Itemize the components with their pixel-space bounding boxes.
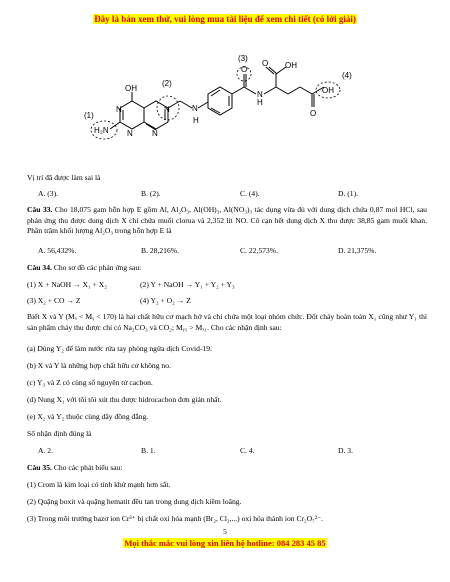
q33-option-c: C. 22,573%. xyxy=(240,246,278,255)
q34-statement-a: (a) Dùng Y₂ để làm nước rửa tay phòng ngừa dịch Covid-19. xyxy=(27,344,212,353)
q34-reaction-4: (4) Y₂ + O₂ → Z xyxy=(140,296,191,305)
q34-header xyxy=(27,263,141,273)
svg-text:N: N xyxy=(257,90,263,99)
atom-amide-h: H xyxy=(257,98,263,107)
q35-statement-3: (3) Trong môi trường bazơ ion Cr³⁺ bị chất oxi hóa mạnh (Br₂, Cl₂,...) oxi hóa thành ion Cr₂O₇²⁻. xyxy=(27,514,323,523)
q33-number: Câu 33. xyxy=(27,205,53,214)
label-3: (3) xyxy=(238,54,248,63)
page-number: 5 xyxy=(223,527,227,536)
q33-text xyxy=(27,205,427,237)
label-4: (4) xyxy=(342,71,352,80)
atom-nh2: H₂N xyxy=(94,126,109,135)
preview-banner xyxy=(0,14,450,24)
q34-statement-b: (b) X và Y là những hợp chất hữu cơ không no. xyxy=(27,361,171,370)
q35-statement-1: (1) Crom là kim loại có tính khử mạnh hơn sắt. xyxy=(27,480,171,489)
q34-option-d: D. 3. xyxy=(338,446,353,455)
q35-stem: Cho các phát biểu sau: xyxy=(53,463,123,472)
hotline-footer xyxy=(0,538,450,548)
q32-option-a: A. (3). xyxy=(38,189,59,198)
q34-reaction-3: (3) X₂ + CO → Z xyxy=(27,296,81,305)
q33-option-a: A. 56,432%. xyxy=(38,246,77,255)
atom-amide-o: O xyxy=(241,65,248,74)
q34-text xyxy=(27,312,427,333)
q34-option-b: B. 1. xyxy=(141,446,156,455)
atom-cooh-oh: OH xyxy=(285,61,297,70)
q32-option-c: C. (4). xyxy=(240,189,260,198)
atom-cooh-o: O xyxy=(262,59,269,68)
atom-nh-n: N xyxy=(192,104,198,113)
q34-body: Biết X và Y (Mₓ < Mᵧ < 170) là hai chất hữu cơ mạch hở và chỉ chứa một loại nhóm chức. Đốt cháy hoàn toàn X₁ cũng như Y₁ thì sản phẩm cháy thu được chỉ có Na₂CO₃ và CO₂; xyxy=(27,312,427,332)
q34-option-c: C. 4. xyxy=(240,446,255,455)
q33-option-b: B. 28,216%. xyxy=(141,246,179,255)
q34-relation: Mᵧ₁ > Mₓ₁ xyxy=(175,322,208,332)
atom-side-o: O xyxy=(310,109,317,118)
q32-option-d: D. (1). xyxy=(338,189,359,198)
q34-statement-d: (d) Nung X₁ với tôi tôi xút thu được hidrocacbon đơn giản nhất. xyxy=(27,395,222,404)
q35-number: Câu 35. xyxy=(27,463,52,472)
atom-side-oh: OH xyxy=(322,86,334,95)
q33-body: Cho 18,075 gam hỗn hợp E gồm Al, Al₂O₃, Al(OH)₃, Al(NO₃)₃ tác dụng vừa đủ với dung dịch chứa 0,87 mol HCl, sau phản ứng thu được dung dịch X chỉ chứa muối clorua và 2,352 lít NO. Cô cạn hết dung dịch X thu được 38,85 gam muối khan. Phần trăm khối lượng Al₂O₃ trong hỗn hợp E là xyxy=(27,205,427,235)
label-1: (1) xyxy=(84,111,94,120)
q34-statement-e: (e) X₂ và Y₂ thuộc cùng dãy đồng đẳng. xyxy=(27,412,149,421)
atom-n2: N xyxy=(164,105,170,114)
atom-n4: N xyxy=(152,129,158,138)
atom-nh-h: H xyxy=(193,116,199,125)
atom-n1: N xyxy=(116,105,122,114)
hotline-footer-text: Mọi thắc mắc vui lòng xin liên hệ hotline: 084 283 45 85 xyxy=(124,538,326,548)
preview-banner-text: Đây là bản xem thử, vui lòng mua tài liệu để xem chi tiết (có lời giải) xyxy=(94,14,356,24)
q33-option-d: D. 21,375%. xyxy=(338,246,377,255)
q34-number: Câu 34. xyxy=(27,263,52,272)
atom-oh-top: OH xyxy=(125,84,137,93)
q35-statement-2: (2) Quặng boxit và quặng hematit đều tan trong dung dịch kiềm loãng. xyxy=(27,497,242,506)
atom-n3: N xyxy=(127,129,133,138)
q34-option-a: A. 2. xyxy=(38,446,53,455)
q34-reaction-1: (1) X + NaOH → X₁ + X₂ xyxy=(27,280,107,289)
q32-stem: Vị trí đã được làm sai là xyxy=(27,173,101,182)
q35-header xyxy=(27,463,123,473)
q34-reaction-2: (2) Y + NaOH → Y₁ + Y₂ + Y₃ xyxy=(140,280,235,289)
q34-question: Số nhận định đúng là xyxy=(27,429,92,438)
q34-stem: Cho sơ đồ các phản ứng sau: xyxy=(53,263,142,272)
q34-body-end: . Cho các nhận định sau: xyxy=(207,322,282,332)
molecule-figure xyxy=(80,52,380,170)
q34-statement-c: (c) Y₃ và Z có cùng số nguyên tử cacbon. xyxy=(27,378,153,387)
q32-option-b: B. (2). xyxy=(141,189,161,198)
label-2: (2) xyxy=(162,79,172,88)
